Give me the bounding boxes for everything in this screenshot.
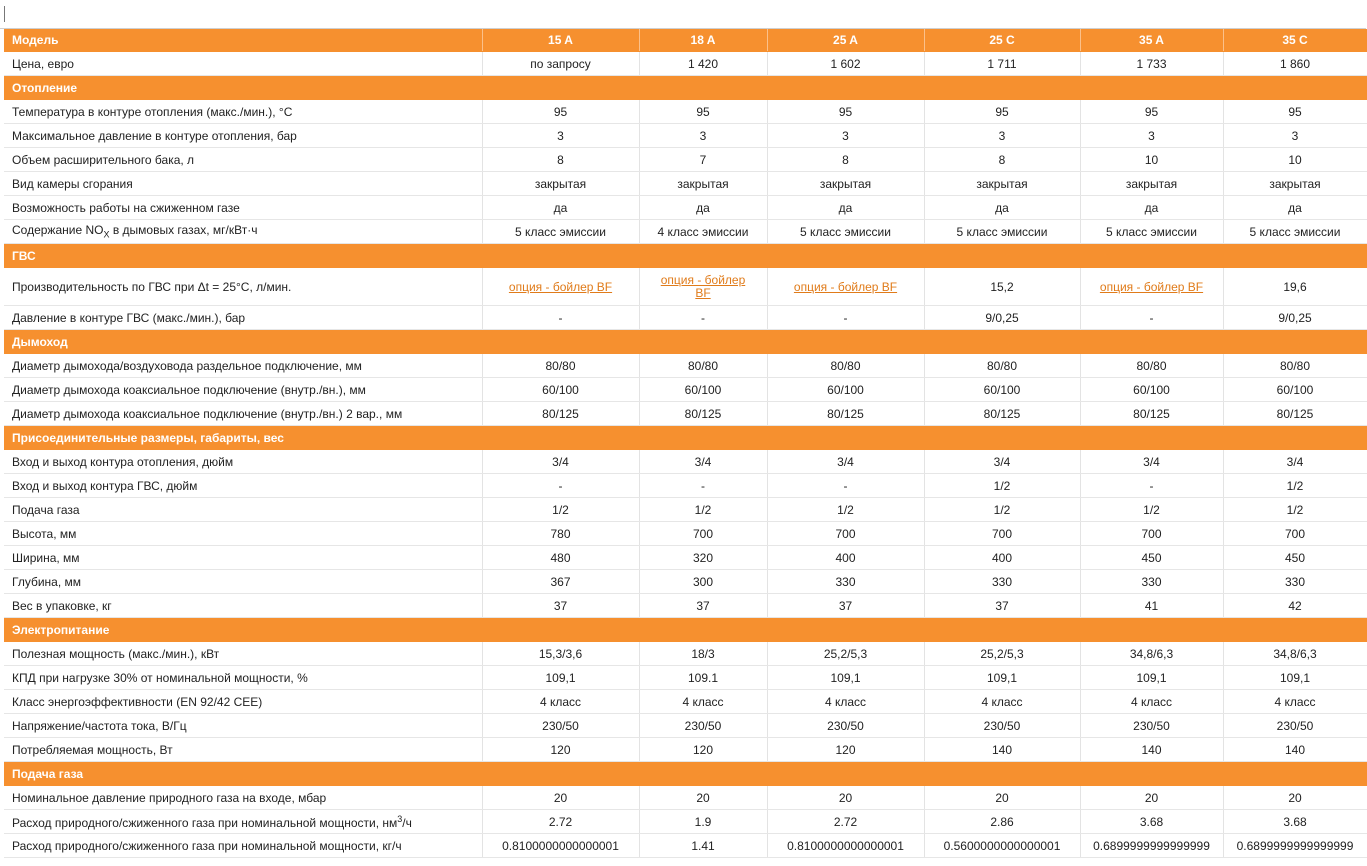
value-cell: 700 xyxy=(639,522,767,546)
value-cell: 8 xyxy=(767,148,924,172)
boiler-option-link[interactable]: опция - бойлер BF xyxy=(660,272,746,300)
value-cell: 4 класс xyxy=(1223,690,1367,714)
table-row xyxy=(4,474,1367,498)
row-label: Объем расширительного бака, л xyxy=(4,148,482,172)
value-cell: 80/125 xyxy=(639,402,767,426)
value-cell: 1/2 xyxy=(924,474,1080,498)
label-superscript: 3 xyxy=(397,813,403,824)
value-cell: закрытая xyxy=(924,172,1080,196)
value-cell: да xyxy=(767,196,924,220)
value-cell: 37 xyxy=(482,594,639,618)
value-cell: 300 xyxy=(639,570,767,594)
value-cell: 320 xyxy=(639,546,767,570)
value-cell: 367 xyxy=(482,570,639,594)
value-cell: - xyxy=(482,306,639,330)
model-header: 35 A xyxy=(1080,29,1223,52)
value-cell: 1.41 xyxy=(639,834,767,858)
value-cell: 700 xyxy=(1223,522,1367,546)
value-cell: 60/100 xyxy=(1223,378,1367,402)
value-cell: 120 xyxy=(767,738,924,762)
row-label: Глубина, мм xyxy=(4,570,482,594)
value-cell: 20 xyxy=(639,786,767,810)
section-header xyxy=(4,618,1367,642)
value-cell: 9/0,25 xyxy=(1223,306,1367,330)
table-row xyxy=(4,690,1367,714)
boiler-option-link[interactable]: опция - бойлер BF xyxy=(1099,279,1204,294)
value-cell: 3.68 xyxy=(1080,810,1223,834)
value-cell: 10 xyxy=(1223,148,1367,172)
value-cell: 0.6899999999999999 xyxy=(1223,834,1367,858)
value-cell: 3/4 xyxy=(482,450,639,474)
row-label: Диаметр дымохода коаксиальное подключение (внутр./вн.) 2 вар., мм xyxy=(4,402,482,426)
row-label: Напряжение/частота тока, В/Гц xyxy=(4,714,482,738)
table-row xyxy=(4,786,1367,810)
value-cell: 20 xyxy=(1223,786,1367,810)
boiler-option-link[interactable]: опция - бойлер BF xyxy=(508,279,613,294)
value-cell: 700 xyxy=(767,522,924,546)
row-label: Вес в упаковке, кг xyxy=(4,594,482,618)
value-cell: 95 xyxy=(639,100,767,124)
value-cell: 80/80 xyxy=(924,354,1080,378)
value-cell: 20 xyxy=(924,786,1080,810)
row-label: Номинальное давление природного газа на входе, мбар xyxy=(4,786,482,810)
value-cell: 700 xyxy=(924,522,1080,546)
value-cell: 34,8/6,3 xyxy=(1223,642,1367,666)
value-cell: 80/125 xyxy=(482,402,639,426)
table-row xyxy=(4,354,1367,378)
value-cell: закрытая xyxy=(639,172,767,196)
section-header xyxy=(4,244,1367,268)
value-cell: 700 xyxy=(1080,522,1223,546)
value-cell: 109,1 xyxy=(1080,666,1223,690)
value-cell: 450 xyxy=(1080,546,1223,570)
value-cell: 60/100 xyxy=(767,378,924,402)
text-caret xyxy=(4,6,5,22)
value-cell: 9/0,25 xyxy=(924,306,1080,330)
value-cell: 4 класс xyxy=(767,690,924,714)
value-cell: - xyxy=(639,306,767,330)
value-cell: 109,1 xyxy=(482,666,639,690)
value-cell: 80/80 xyxy=(639,354,767,378)
value-cell: 450 xyxy=(1223,546,1367,570)
header-row xyxy=(4,29,1367,52)
row-label: Класс энергоэффективности (EN 92/42 CEE) xyxy=(4,690,482,714)
value-cell: 42 xyxy=(1223,594,1367,618)
value-cell: закрытая xyxy=(1080,172,1223,196)
value-cell: 60/100 xyxy=(1080,378,1223,402)
value-cell: 3.68 xyxy=(1223,810,1367,834)
row-label xyxy=(4,220,482,244)
header-label: Модель xyxy=(4,29,482,52)
value-cell: - xyxy=(1080,306,1223,330)
table-row xyxy=(4,148,1367,172)
value-cell: 25,2/5,3 xyxy=(767,642,924,666)
value-cell: 60/100 xyxy=(482,378,639,402)
section-title: ГВС xyxy=(4,244,1367,268)
table-row xyxy=(4,196,1367,220)
table-row xyxy=(4,834,1367,858)
value-cell: 3/4 xyxy=(767,450,924,474)
value-cell: 18/3 xyxy=(639,642,767,666)
row-label: Максимальное давление в контуре отопления, бар xyxy=(4,124,482,148)
value-cell: 109,1 xyxy=(924,666,1080,690)
table-row xyxy=(4,738,1367,762)
value-cell: 3/4 xyxy=(1080,450,1223,474)
value-cell: 140 xyxy=(1080,738,1223,762)
table-row xyxy=(4,220,1367,244)
value-cell: 19,6 xyxy=(1223,268,1367,306)
value-cell: 80/125 xyxy=(924,402,1080,426)
value-cell: 120 xyxy=(482,738,639,762)
model-header: 25 A xyxy=(767,29,924,52)
row-label: Диаметр дымохода коаксиальное подключение (внутр./вн.), мм xyxy=(4,378,482,402)
row-label: Вход и выход контура ГВС, дюйм xyxy=(4,474,482,498)
value-cell: 10 xyxy=(1080,148,1223,172)
value-cell: 95 xyxy=(767,100,924,124)
value-cell: закрытая xyxy=(1223,172,1367,196)
row-label-part: Расход природного/сжиженного газа при номинальной мощности, нм xyxy=(12,815,398,830)
row-label-part: в дымовых газах, мг/кВт·ч xyxy=(109,223,258,238)
value-cell: да xyxy=(1080,196,1223,220)
value-cell: 37 xyxy=(639,594,767,618)
value-cell: 95 xyxy=(1080,100,1223,124)
value-cell: 8 xyxy=(482,148,639,172)
value-cell: 80/80 xyxy=(1080,354,1223,378)
row-label: Подача газа xyxy=(4,498,482,522)
row-label: Производительность по ГВС при Δt = 25°C, л/мин. xyxy=(4,268,482,306)
value-cell: 0.8100000000000001 xyxy=(767,834,924,858)
row-label: Давление в контуре ГВС (макс./мин.), бар xyxy=(4,306,482,330)
value-cell: 330 xyxy=(1080,570,1223,594)
value-cell: 60/100 xyxy=(924,378,1080,402)
value-cell: да xyxy=(924,196,1080,220)
row-label: Высота, мм xyxy=(4,522,482,546)
value-cell: 8 xyxy=(924,148,1080,172)
value-cell xyxy=(639,268,767,306)
row-label: Цена, евро xyxy=(4,52,482,76)
value-cell: 780 xyxy=(482,522,639,546)
section-header xyxy=(4,76,1367,100)
value-cell: 3 xyxy=(639,124,767,148)
value-cell: 80/125 xyxy=(1080,402,1223,426)
value-cell: 1.9 xyxy=(639,810,767,834)
value-cell: 80/80 xyxy=(1223,354,1367,378)
section-header xyxy=(4,330,1367,354)
value-cell: 3 xyxy=(924,124,1080,148)
value-cell: 4 класс xyxy=(639,690,767,714)
table-row xyxy=(4,378,1367,402)
price-value: 1 733 xyxy=(1080,52,1223,76)
table-row xyxy=(4,594,1367,618)
value-cell: закрытая xyxy=(767,172,924,196)
value-cell: 1/2 xyxy=(1080,498,1223,522)
value-cell: 5 класс эмиссии xyxy=(1223,220,1367,244)
value-cell: 1/2 xyxy=(924,498,1080,522)
value-cell: 15,2 xyxy=(924,268,1080,306)
value-cell: 1/2 xyxy=(1223,498,1367,522)
row-label: Вид камеры сгорания xyxy=(4,172,482,196)
value-cell: 20 xyxy=(482,786,639,810)
boiler-option-link[interactable]: опция - бойлер BF xyxy=(793,279,898,294)
top-input-bar[interactable] xyxy=(0,0,1366,29)
row-label: Диаметр дымохода/воздуховода раздельное подключение, мм xyxy=(4,354,482,378)
value-cell: да xyxy=(482,196,639,220)
value-cell: 140 xyxy=(924,738,1080,762)
table-row xyxy=(4,124,1367,148)
table-row xyxy=(4,100,1367,124)
row-label: Потребляемая мощность, Вт xyxy=(4,738,482,762)
value-cell: - xyxy=(639,474,767,498)
price-value: 1 711 xyxy=(924,52,1080,76)
value-cell: 230/50 xyxy=(639,714,767,738)
model-header: 35 C xyxy=(1223,29,1367,52)
table-row xyxy=(4,666,1367,690)
value-cell: 41 xyxy=(1080,594,1223,618)
table-row xyxy=(4,172,1367,196)
value-cell: 109,1 xyxy=(767,666,924,690)
price-value: 1 602 xyxy=(767,52,924,76)
table-row xyxy=(4,498,1367,522)
table-row xyxy=(4,570,1367,594)
row-label: Вход и выход контура отопления, дюйм xyxy=(4,450,482,474)
value-cell: 2.86 xyxy=(924,810,1080,834)
value-cell: 3/4 xyxy=(924,450,1080,474)
section-header xyxy=(4,762,1367,786)
value-cell: 34,8/6,3 xyxy=(1080,642,1223,666)
value-cell: 80/80 xyxy=(482,354,639,378)
value-cell: закрытая xyxy=(482,172,639,196)
value-cell: 1/2 xyxy=(767,498,924,522)
row-label: Расход природного/сжиженного газа при номинальной мощности, кг/ч xyxy=(4,834,482,858)
price-value: 1 860 xyxy=(1223,52,1367,76)
value-cell: 2.72 xyxy=(767,810,924,834)
value-cell: 2.72 xyxy=(482,810,639,834)
value-cell: 3 xyxy=(482,124,639,148)
value-cell xyxy=(767,268,924,306)
table-row xyxy=(4,306,1367,330)
row-label xyxy=(4,810,482,834)
value-cell: 109,1 xyxy=(1223,666,1367,690)
value-cell: 120 xyxy=(639,738,767,762)
section-title: Дымоход xyxy=(4,330,1367,354)
row-label-part: Содержание NO xyxy=(12,223,104,238)
row-label-part: /ч xyxy=(402,815,412,830)
value-cell: 330 xyxy=(1223,570,1367,594)
value-cell: 3 xyxy=(1223,124,1367,148)
label-subscript: X xyxy=(103,229,110,240)
value-cell: 0.6899999999999999 xyxy=(1080,834,1223,858)
value-cell xyxy=(482,268,639,306)
value-cell: 330 xyxy=(767,570,924,594)
price-value: по запросу xyxy=(482,52,639,76)
model-header: 25 C xyxy=(924,29,1080,52)
value-cell: 20 xyxy=(767,786,924,810)
value-cell: 3/4 xyxy=(1223,450,1367,474)
table-row xyxy=(4,810,1367,834)
table-row xyxy=(4,402,1367,426)
value-cell: 95 xyxy=(924,100,1080,124)
value-cell: 60/100 xyxy=(639,378,767,402)
value-cell: 37 xyxy=(924,594,1080,618)
value-cell: - xyxy=(767,474,924,498)
value-cell: 4 класс xyxy=(1080,690,1223,714)
price-row xyxy=(4,52,1367,76)
value-cell: 3 xyxy=(1080,124,1223,148)
value-cell: 5 класс эмиссии xyxy=(482,220,639,244)
value-cell: 140 xyxy=(1223,738,1367,762)
value-cell: 37 xyxy=(767,594,924,618)
row-label: КПД при нагрузке 30% от номинальной мощности, % xyxy=(4,666,482,690)
value-cell: 480 xyxy=(482,546,639,570)
value-cell: 5 класс эмиссии xyxy=(1080,220,1223,244)
value-cell: 400 xyxy=(924,546,1080,570)
value-cell: 230/50 xyxy=(1223,714,1367,738)
model-header: 15 A xyxy=(482,29,639,52)
value-cell: 109.1 xyxy=(639,666,767,690)
section-title: Электропитание xyxy=(4,618,1367,642)
value-cell xyxy=(1080,268,1223,306)
row-label: Полезная мощность (макс./мин.), кВт xyxy=(4,642,482,666)
value-cell: 4 класс xyxy=(482,690,639,714)
value-cell: 25,2/5,3 xyxy=(924,642,1080,666)
table-row xyxy=(4,642,1367,666)
value-cell: 0.8100000000000001 xyxy=(482,834,639,858)
value-cell: - xyxy=(482,474,639,498)
value-cell: 95 xyxy=(1223,100,1367,124)
value-cell: да xyxy=(1223,196,1367,220)
table-row xyxy=(4,546,1367,570)
table-row xyxy=(4,450,1367,474)
section-header xyxy=(4,426,1367,450)
value-cell: 400 xyxy=(767,546,924,570)
table-row xyxy=(4,522,1367,546)
value-cell: 0.5600000000000001 xyxy=(924,834,1080,858)
table-row xyxy=(4,268,1367,306)
value-cell: - xyxy=(767,306,924,330)
table-row xyxy=(4,714,1367,738)
value-cell: - xyxy=(1080,474,1223,498)
value-cell: 1/2 xyxy=(639,498,767,522)
value-cell: 95 xyxy=(482,100,639,124)
section-title: Подача газа xyxy=(4,762,1367,786)
value-cell: 230/50 xyxy=(482,714,639,738)
value-cell: 4 класс xyxy=(924,690,1080,714)
value-cell: 80/80 xyxy=(767,354,924,378)
value-cell: 3 xyxy=(767,124,924,148)
value-cell: 80/125 xyxy=(1223,402,1367,426)
value-cell: 5 класс эмиссии xyxy=(924,220,1080,244)
row-label: Температура в контуре отопления (макс./мин.), °С xyxy=(4,100,482,124)
value-cell: да xyxy=(639,196,767,220)
row-label: Ширина, мм xyxy=(4,546,482,570)
value-cell: 230/50 xyxy=(767,714,924,738)
value-cell: 4 класс эмиссии xyxy=(639,220,767,244)
value-cell: 330 xyxy=(924,570,1080,594)
value-cell: 230/50 xyxy=(1080,714,1223,738)
model-header: 18 A xyxy=(639,29,767,52)
value-cell: 20 xyxy=(1080,786,1223,810)
row-label: Возможность работы на сжиженном газе xyxy=(4,196,482,220)
value-cell: 80/125 xyxy=(767,402,924,426)
value-cell: 1/2 xyxy=(1223,474,1367,498)
spec-table xyxy=(4,29,1367,858)
section-title: Отопление xyxy=(4,76,1367,100)
value-cell: 15,3/3,6 xyxy=(482,642,639,666)
value-cell: 5 класс эмиссии xyxy=(767,220,924,244)
price-value: 1 420 xyxy=(639,52,767,76)
value-cell: 230/50 xyxy=(924,714,1080,738)
value-cell: 7 xyxy=(639,148,767,172)
section-title: Присоединительные размеры, габариты, вес xyxy=(4,426,1367,450)
value-cell: 1/2 xyxy=(482,498,639,522)
value-cell: 3/4 xyxy=(639,450,767,474)
